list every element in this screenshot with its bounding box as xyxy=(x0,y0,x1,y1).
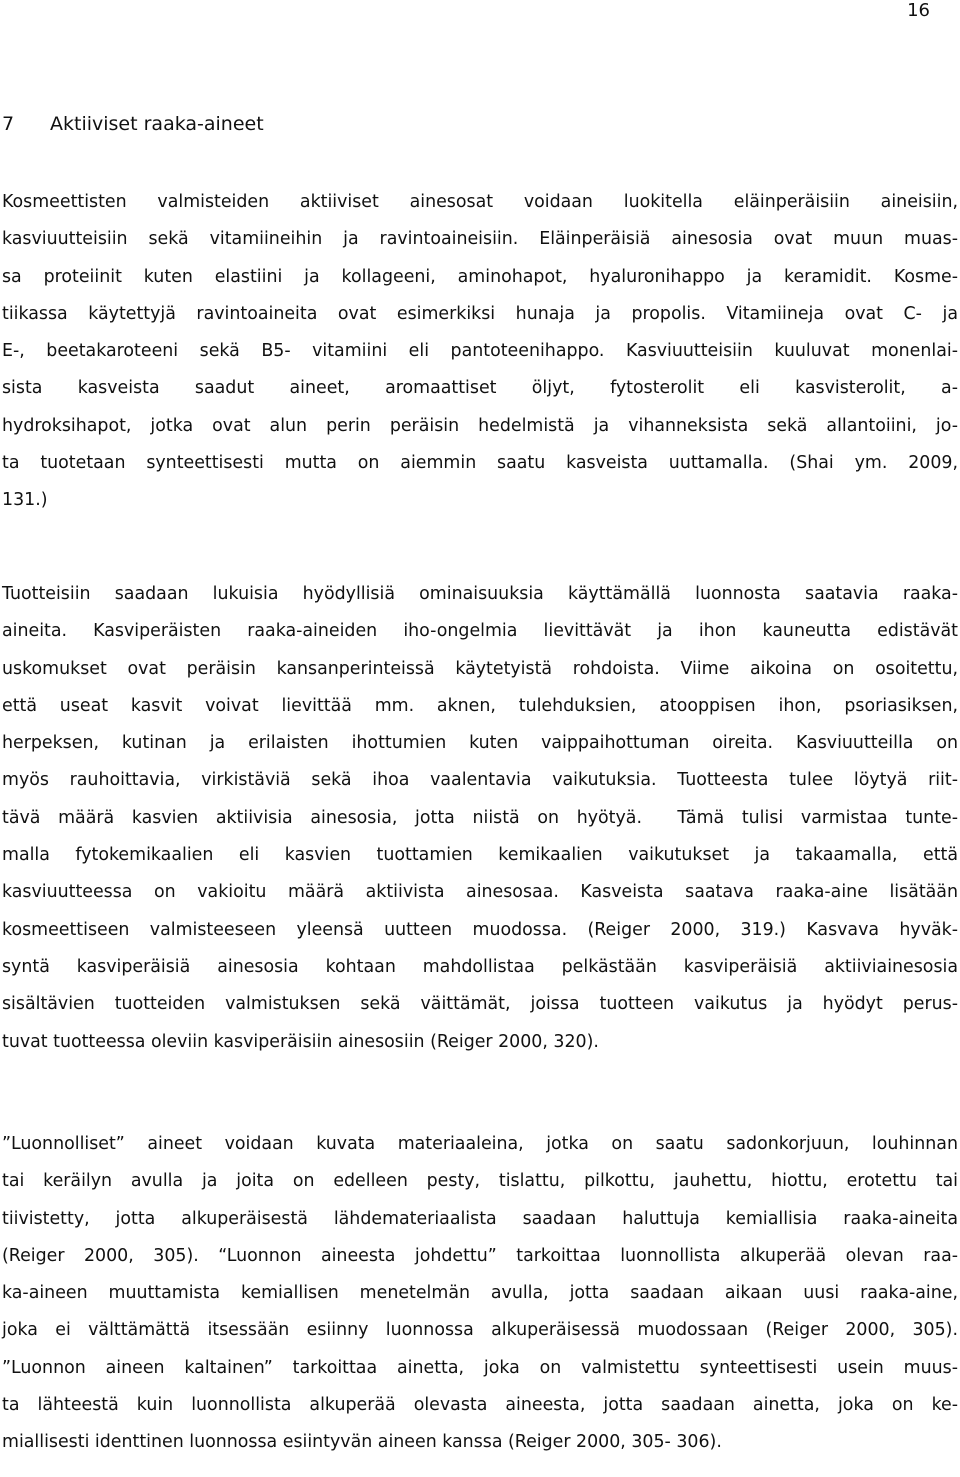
paragraph-line: Tuotteisiin saadaan lukuisia hyödyllisiä ominaisuuksia käyttämällä luonnosta saatavia raaka- xyxy=(2,584,958,604)
paragraph-line: miallisesti identtinen luonnossa esiintyvän aineen kanssa (Reiger 2000, 305- 306). xyxy=(2,1432,722,1453)
paragraph-line: uskomukset ovat peräisin kansanperinteissä käytetyistä rohdoista. Viime aikoina on osoitettu, xyxy=(2,658,958,679)
paragraph-line: syntä kasviperäisiä ainesosia kohtaan mahdollistaa pelkästään kasviperäisiä aktiiviainesosia xyxy=(2,956,958,977)
paragraph-natural-definitions xyxy=(2,1126,958,1462)
paragraph-line: Kosmeettisten valmisteiden aktiiviset ainesosat voidaan luokitella eläinperäisiin aineisiin, xyxy=(2,192,958,212)
paragraph-line: herpeksen, kutinan ja erilaisten ihottumien kuten vaippaihottuman oireita. Kasviuutteilla on xyxy=(2,733,958,754)
paragraph-line: hydroksihapot, jotka ovat alun perin peräisin hedelmistä ja vihanneksista sekä allantoiini, jo- xyxy=(2,415,958,436)
chapter-heading xyxy=(2,112,264,136)
paragraph-line: E-, beetakaroteeni sekä B5- vitamiini eli pantoteenihappo. Kasviuutteisiin kuuluvat monenlai- xyxy=(2,341,958,362)
paragraph-line: tävä määrä kasvien aktiivisia ainesosia, jotta niistä on hyötyä. Tämä tulisi varmistaa tunte- xyxy=(2,807,958,828)
chapter-number: 7 xyxy=(2,113,15,135)
paragraph-line: kasviuutteessa on vakioitu määrä aktiivista ainesosaa. Kasveista saatava raaka-aine lisätään xyxy=(2,882,958,903)
paragraph-line: tai keräilyn avulla ja joita on edelleen pesty, tislattu, pilkottu, jauhettu, hiottu, erotettu tai xyxy=(2,1171,958,1192)
paragraph-line: tiikassa käytettyjä ravintoaineita ovat esimerkiksi hunaja ja propolis. Vitamiineja ovat C- ja xyxy=(2,303,958,324)
paragraph-line: sa proteiinit kuten elastiini ja kollageeni, aminohapot, hyaluronihappo ja keramidit. Kosme- xyxy=(2,266,958,287)
paragraph-line: kosmeettiseen valmisteeseen yleensä uutteen muodossa. (Reiger 2000, 319.) Kasvava hyväk- xyxy=(2,919,958,940)
paragraph-plant-ingredients xyxy=(2,576,958,1061)
paragraph-line: että useat kasvit voivat lievittää mm. aknen, tulehduksien, atooppisen ihon, psoriasiksen, xyxy=(2,695,958,716)
paragraph-line: ”Luonnon aineen kaltainen” tarkoittaa ainetta, joka on valmistettu synteettisesti usein muus- xyxy=(2,1357,958,1378)
paragraph-line: ta lähteestä kuin luonnollista alkuperää olevasta aineesta, jotta saadaan ainetta, joka on ke- xyxy=(2,1395,958,1416)
paragraph-line: (Reiger 2000, 305). “Luonnon aineesta johdettu” tarkoittaa luonnollista alkuperää olevan raa- xyxy=(2,1245,958,1266)
paragraph-line: ka-aineen muuttamista kemiallisen menetelmän avulla, jotta saadaan aikaan uusi raaka-aine, xyxy=(2,1283,958,1304)
chapter-title: Aktiiviset raaka-aineet xyxy=(50,113,264,135)
paragraph-line: sisältävien tuotteiden valmistuksen sekä väittämät, joissa tuotteen vaikutus ja hyödyt perus- xyxy=(2,994,958,1015)
paragraph-line: sista kasveista saadut aineet, aromaattiset öljyt, fytosterolit eli kasvisterolit, a- xyxy=(2,378,958,399)
paragraph-line: tuvat tuotteessa oleviin kasviperäisiin ainesosiin (Reiger 2000, 320). xyxy=(2,1031,599,1052)
paragraph-line: 131.) xyxy=(2,490,48,511)
page-number: 16 xyxy=(907,0,930,21)
paragraph-line: ta tuotetaan synteettisesti mutta on aiemmin saatu kasveista uuttamalla. (Shai ym. 2009, xyxy=(2,453,958,474)
paragraph-line: ”Luonnolliset” aineet voidaan kuvata materiaaleina, jotka on saatu sadonkorjuun, louhinnan xyxy=(2,1134,958,1154)
paragraph-line: tiivistetty, jotta alkuperäisestä lähdemateriaalista saadaan haluttuja kemiallisia raaka-aineita xyxy=(2,1208,958,1229)
paragraph-active-ingredients xyxy=(2,184,958,520)
paragraph-line: aineita. Kasviperäisten raaka-aineiden iho-ongelmia lievittävät ja ihon kauneutta edistävät xyxy=(2,621,958,642)
paragraph-line: myös rauhoittavia, virkistäviä sekä ihoa vaalentavia vaikutuksia. Tuotteesta tulee löytyä riit- xyxy=(2,770,958,791)
paragraph-line: joka ei välttämättä itsessään esiinny luonnossa alkuperäisessä muodossaan (Reiger 2000, 305). xyxy=(2,1320,958,1341)
paragraph-line: kasviuutteisiin sekä vitamiineihin ja ravintoaineisiin. Eläinperäisiä ainesosia ovat muun muas- xyxy=(2,229,958,250)
paragraph-line: malla fytokemikaalien eli kasvien tuottamien kemikaalien vaikutukset ja takaamalla, että xyxy=(2,845,958,866)
